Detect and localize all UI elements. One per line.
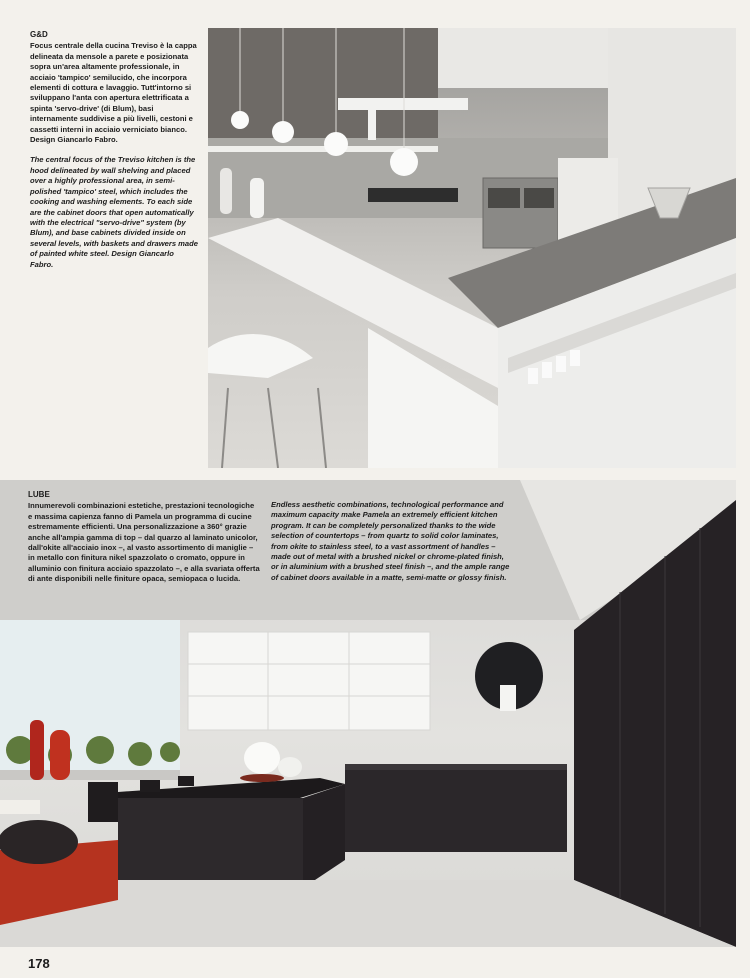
page-number: 178 [28,956,50,971]
top-article-english: The central focus of the Treviso kitchen is the hood delineated by wall shelving and placed over a highly professional area, in semi-polished 'tampico' steel, which includes the cooking and washing elements. To each side are the cabinet doors that open automatically with the electrical "servo-drive" system (by Blum), and base cabinets divided inside on several levels, with baskets and drawers made of painted white steel. Design Giancarlo Fabro. [30,155,198,269]
bottom-article-brand: LUBE [28,490,50,499]
bottom-article-italian-column [28,490,260,585]
treviso-kitchen-illustration [208,28,736,468]
bottom-article-english-column [271,500,511,583]
bottom-article-english: Endless aesthetic combinations, technological performance and maximum capacity make Pamela an extremely efficient kitchen program. It can be completely personalized thanks to the wide selection of countertops – from quartz to solid color laminates, from okite to stainless steel, to a vast assortment of handles – made out of metal with a brushed nickel or chrome-plated finish, or in aluminium with a brushed steel finish –, and the ample range of cabinet doors available in a matte, semi-matte or glossy finish. [271,500,510,582]
bottom-article-italian: Innumerevoli combinazioni estetiche, prestazioni tecnologiche e massima capienza fanno di Pamela un programma di cucine estremamente efficienti. Una personalizzazione a 360° grazie anche all'ampia gamma di top – dal quarzo al laminato unicolor, dall'okite all'acciaio inox –, al vasto assortimento di maniglie – in metallo con finitura nikel spazzolato o cromato, oppure in alluminio con finitura acciaio spazzolato –, e alla svariata offerta di ante disponibili nelle finiture opaca, semiopaca o lucida. [28,501,260,584]
top-article-brand: G&D [30,30,48,39]
top-article-text [30,30,198,270]
top-kitchen-photo [208,28,736,468]
top-article-italian: Focus centrale della cucina Treviso è la cappa delineata da mensole a parete e posizionata sopra un'area altamente professionale, in acciaio 'tampico' semilucido, che incorpora elementi di cottura e lavaggio. Tutt'intorno si sviluppano l'anta con apertura elettrificata a spinta 'servo-drive' (di Blum), basi internamente suddivise a più livelli, cestoni e cassetti interni in acciaio verniciato bianco. Design Giancarlo Fabro. [30,41,197,145]
